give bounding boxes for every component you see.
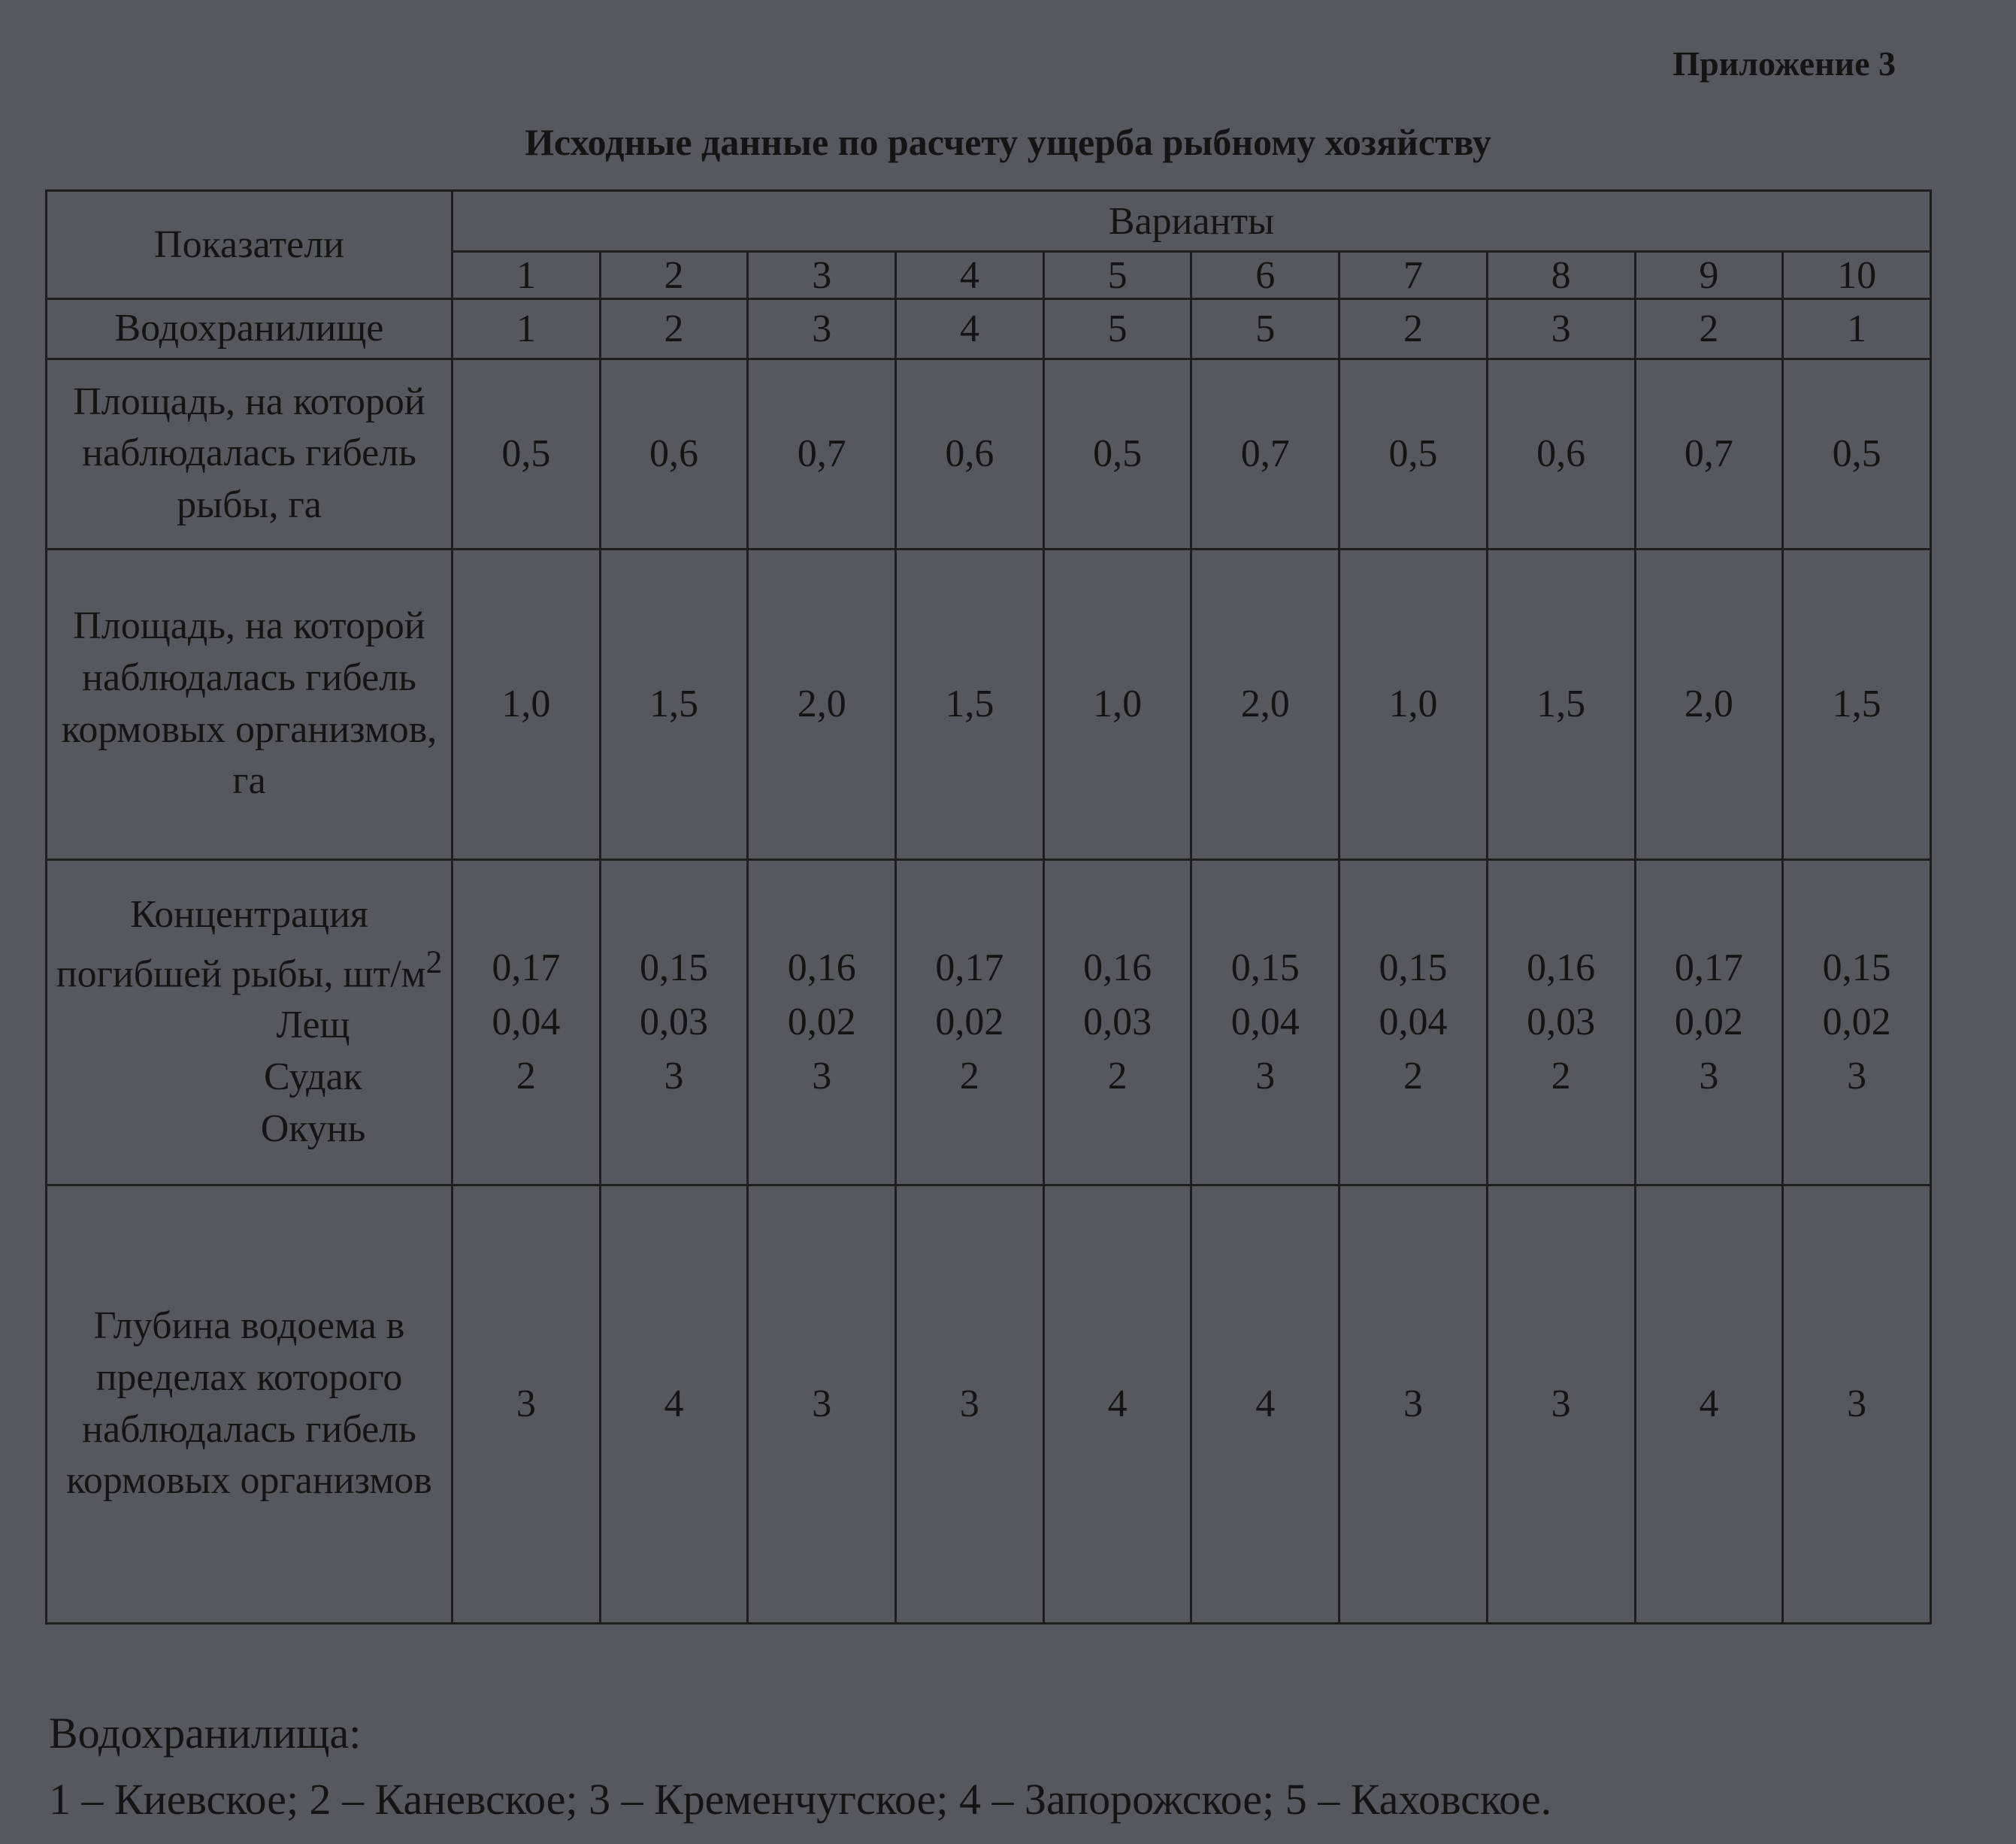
perch-concentration-value: 2 bbox=[1107, 1054, 1128, 1098]
species-perch-label: Окунь bbox=[260, 1107, 366, 1150]
variant-number-cell: 9 bbox=[1635, 252, 1783, 299]
reservoir-value-cell: 4 bbox=[896, 299, 1044, 359]
perch-concentration-value: 3 bbox=[1255, 1054, 1276, 1098]
reservoir-row bbox=[47, 299, 1931, 359]
perch-concentration-value: 3 bbox=[664, 1054, 684, 1098]
table-title: Исходные данные по расчету ущерба рыбному хозяйству bbox=[525, 121, 1491, 163]
feed-organisms-area-label: Площадь, на которой наблюдалась гибель кормовых организмов, га bbox=[47, 549, 453, 859]
reservoir-value-cell: 3 bbox=[1487, 299, 1635, 359]
fish-death-area-value-cell: 0,6 bbox=[896, 359, 1044, 549]
fish-death-area-value-cell: 0,5 bbox=[1339, 359, 1488, 549]
depth-value-cell: 4 bbox=[600, 1185, 748, 1623]
feed-organisms-area-value-cell: 2,0 bbox=[748, 549, 896, 859]
concentration-value-cell bbox=[748, 859, 896, 1185]
depth-value-cell: 4 bbox=[1191, 1185, 1339, 1623]
depth-value-cell: 4 bbox=[1635, 1185, 1783, 1623]
zander-concentration-value: 0,04 bbox=[1230, 1000, 1300, 1043]
zander-concentration-value: 0,03 bbox=[640, 1000, 709, 1043]
depth-label: Глубина водоема в пределах которого наблюдалась гибель кормовых организмов bbox=[47, 1185, 453, 1623]
depth-row bbox=[47, 1185, 1931, 1623]
fish-death-area-value-cell: 0,5 bbox=[1043, 359, 1191, 549]
concentration-label-cell bbox=[47, 859, 453, 1185]
legend-text: 1 – Киевское; 2 – Каневское; 3 – Кременчугское; 4 – Запорожское; 5 – Каховское. bbox=[49, 1775, 1552, 1824]
fish-death-area-label: Площадь, на которой наблюдалась гибель рыбы, га bbox=[47, 359, 453, 549]
feed-organisms-area-value-cell: 1,5 bbox=[1487, 549, 1635, 859]
perch-concentration-value: 3 bbox=[1699, 1054, 1719, 1098]
header-variants: Варианты bbox=[453, 191, 1931, 252]
reservoir-value-cell: 5 bbox=[1043, 299, 1191, 359]
concentration-row bbox=[47, 859, 1931, 1185]
bream-concentration-value: 0,16 bbox=[1083, 946, 1152, 989]
perch-concentration-value: 3 bbox=[812, 1054, 832, 1098]
species-bream-label: Лещ bbox=[276, 1004, 350, 1047]
reservoir-label: Водохранилище bbox=[47, 299, 453, 359]
zander-concentration-value: 0,04 bbox=[492, 1000, 561, 1043]
bream-concentration-value: 0,15 bbox=[640, 946, 709, 989]
variant-number-cell: 3 bbox=[748, 252, 896, 299]
perch-concentration-value: 2 bbox=[959, 1054, 979, 1098]
reservoir-value-cell: 2 bbox=[1635, 299, 1783, 359]
concentration-label: Концентрация погибшей рыбы, шт/м bbox=[56, 892, 426, 995]
depth-value-cell: 3 bbox=[896, 1185, 1044, 1623]
concentration-value-cell bbox=[1783, 859, 1931, 1185]
species-zander-label: Судак bbox=[264, 1055, 362, 1099]
legend-title: Водохранилища: bbox=[49, 1709, 362, 1758]
fish-death-area-value-cell: 0,7 bbox=[1635, 359, 1783, 549]
reservoir-value-cell: 2 bbox=[1339, 299, 1488, 359]
depth-value-cell: 3 bbox=[748, 1185, 896, 1623]
bream-concentration-value: 0,17 bbox=[935, 946, 1004, 989]
depth-value-cell: 4 bbox=[1043, 1185, 1191, 1623]
concentration-value-cell bbox=[1043, 859, 1191, 1185]
zander-concentration-value: 0,02 bbox=[935, 1000, 1004, 1043]
bream-concentration-value: 0,17 bbox=[492, 946, 561, 989]
bream-concentration-value: 0,15 bbox=[1379, 946, 1448, 989]
concentration-unit-exponent: 2 bbox=[425, 943, 443, 980]
concentration-value-cell bbox=[1191, 859, 1339, 1185]
variant-number-cell: 5 bbox=[1043, 252, 1191, 299]
reservoir-value-cell: 1 bbox=[1783, 299, 1931, 359]
feed-organisms-area-value-cell: 1,5 bbox=[1783, 549, 1931, 859]
bream-concentration-value: 0,17 bbox=[1674, 946, 1743, 989]
variant-number-cell: 1 bbox=[453, 252, 601, 299]
feed-organisms-area-row bbox=[47, 549, 1931, 859]
perch-concentration-value: 3 bbox=[1847, 1054, 1867, 1098]
zander-concentration-value: 0,02 bbox=[1822, 1000, 1891, 1043]
depth-value-cell: 3 bbox=[1339, 1185, 1488, 1623]
variant-number-cell: 10 bbox=[1783, 252, 1931, 299]
zander-concentration-value: 0,03 bbox=[1527, 1000, 1596, 1043]
feed-organisms-area-value-cell: 1,0 bbox=[1043, 549, 1191, 859]
feed-organisms-area-value-cell: 2,0 bbox=[1635, 549, 1783, 859]
bream-concentration-value: 0,15 bbox=[1230, 946, 1300, 989]
fish-death-area-value-cell: 0,6 bbox=[1487, 359, 1635, 549]
depth-value-cell: 3 bbox=[453, 1185, 601, 1623]
feed-organisms-area-value-cell: 2,0 bbox=[1191, 549, 1339, 859]
feed-organisms-area-value-cell: 1,0 bbox=[453, 549, 601, 859]
zander-concentration-value: 0,02 bbox=[1674, 1000, 1743, 1043]
concentration-value-cell bbox=[453, 859, 601, 1185]
bream-concentration-value: 0,16 bbox=[1527, 946, 1596, 989]
feed-organisms-area-value-cell: 1,5 bbox=[896, 549, 1044, 859]
variant-number-cell: 6 bbox=[1191, 252, 1339, 299]
concentration-value-cell bbox=[600, 859, 748, 1185]
fish-death-area-row bbox=[47, 359, 1931, 549]
feed-organisms-area-value-cell: 1,5 bbox=[600, 549, 748, 859]
fish-death-area-value-cell: 0,7 bbox=[1191, 359, 1339, 549]
variant-number-cell: 8 bbox=[1487, 252, 1635, 299]
variant-number-cell: 7 bbox=[1339, 252, 1488, 299]
variant-number-cell: 2 bbox=[600, 252, 748, 299]
variant-number-cell: 4 bbox=[896, 252, 1044, 299]
zander-concentration-value: 0,02 bbox=[787, 1000, 856, 1043]
fish-death-area-value-cell: 0,5 bbox=[1783, 359, 1931, 549]
reservoir-value-cell: 1 bbox=[453, 299, 601, 359]
zander-concentration-value: 0,04 bbox=[1379, 1000, 1448, 1043]
zander-concentration-value: 0,03 bbox=[1083, 1000, 1152, 1043]
concentration-value-cell bbox=[896, 859, 1044, 1185]
appendix-label: Приложение 3 bbox=[1672, 44, 1896, 83]
reservoir-value-cell: 3 bbox=[748, 299, 896, 359]
bream-concentration-value: 0,15 bbox=[1822, 946, 1891, 989]
concentration-value-cell bbox=[1339, 859, 1488, 1185]
damage-data-table bbox=[45, 189, 1932, 1624]
fish-death-area-value-cell: 0,7 bbox=[748, 359, 896, 549]
perch-concentration-value: 2 bbox=[516, 1054, 536, 1098]
concentration-value-cell bbox=[1487, 859, 1635, 1185]
perch-concentration-value: 2 bbox=[1551, 1054, 1571, 1098]
depth-value-cell: 3 bbox=[1783, 1185, 1931, 1623]
reservoir-value-cell: 2 bbox=[600, 299, 748, 359]
fish-death-area-value-cell: 0,5 bbox=[453, 359, 601, 549]
perch-concentration-value: 2 bbox=[1403, 1054, 1423, 1098]
fish-death-area-value-cell: 0,6 bbox=[600, 359, 748, 549]
reservoir-value-cell: 5 bbox=[1191, 299, 1339, 359]
bream-concentration-value: 0,16 bbox=[787, 946, 856, 989]
concentration-value-cell bbox=[1635, 859, 1783, 1185]
depth-value-cell: 3 bbox=[1487, 1185, 1635, 1623]
feed-organisms-area-value-cell: 1,0 bbox=[1339, 549, 1488, 859]
header-indicators: Показатели bbox=[47, 191, 453, 299]
